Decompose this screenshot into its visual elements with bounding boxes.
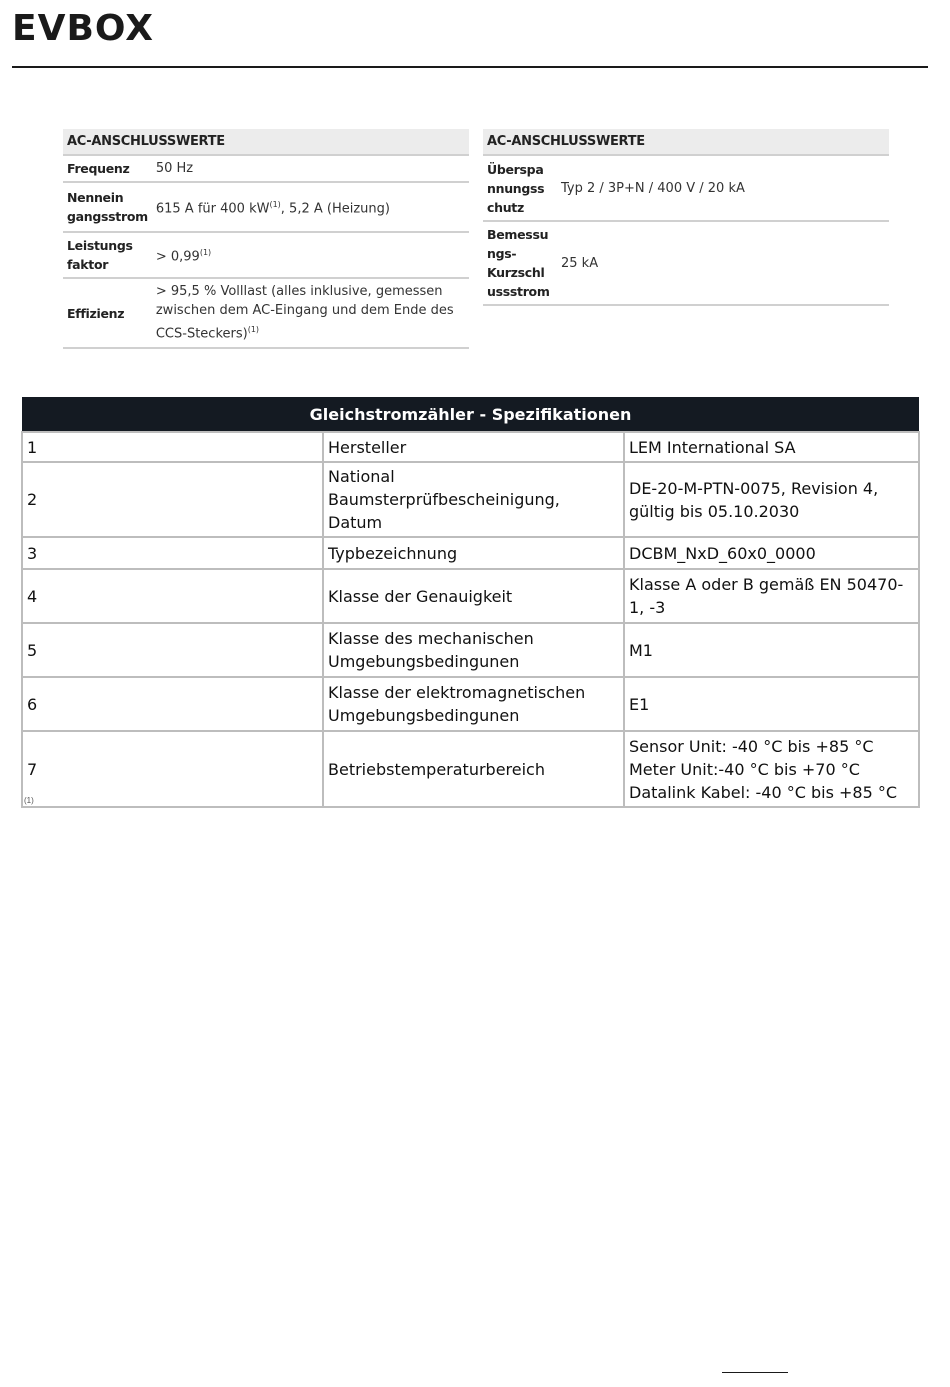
table-row [63, 278, 469, 348]
row-value: > $0,99^{(1)}$ [152, 232, 469, 278]
row-property: Klasse des mechanischen Umgebungsbedingunen [323, 623, 624, 677]
footnote-marker: (1) [24, 796, 34, 805]
footnote-ref: (1) [269, 200, 281, 210]
row-number: 7 [22, 731, 323, 807]
table-row [483, 155, 889, 221]
row-value: E1 [624, 677, 919, 731]
dc-meter-spec-table [21, 397, 920, 808]
table-row [22, 677, 919, 731]
footnote-ref: (1) [247, 325, 260, 335]
row-number: 2 [22, 462, 323, 537]
row-label: Nennein gangsstrom [63, 182, 152, 232]
row-label: Effizienz [63, 278, 152, 348]
row-property: Klasse der elektromagnetischen Umgebungsbedingunen [323, 677, 624, 731]
row-value: DCBM_NxD_60x0_0000 [624, 537, 919, 569]
row-value [624, 731, 919, 807]
row-label: Überspa nnungss chutz [483, 155, 557, 221]
row-property: Typbezeichnung [323, 537, 624, 569]
table-title: Gleichstromzähler - Spezifikationen [22, 397, 919, 432]
row-value: Klasse A oder B gemäß EN 50470-1, -3 [624, 569, 919, 623]
table-row [63, 182, 469, 232]
table-row [22, 432, 919, 462]
row-number: 6 [22, 677, 323, 731]
table-row [22, 731, 919, 807]
row-value: M1 [624, 623, 919, 677]
table-row [63, 232, 469, 278]
table-row [63, 155, 469, 182]
row-label: Leistungs faktor [63, 232, 152, 278]
value-line: Sensor Unit: -40 °C bis +85 °C [629, 736, 874, 756]
table-row [483, 221, 889, 305]
row-number: 4 [22, 569, 323, 623]
row-property: National Baumsterprüfbescheinigung, Datum [323, 462, 624, 537]
value-line: Meter Unit:-40 °C bis +70 °C [629, 759, 860, 779]
table-row [22, 569, 919, 623]
row-property: Hersteller [323, 432, 624, 462]
row-value: 615 A für 400 $kW^{(1)}$, 5,2 A (Heizung) [152, 182, 469, 232]
ac-connection-values-table-right [483, 129, 889, 306]
header-divider [12, 66, 928, 68]
table-row [22, 623, 919, 677]
row-property: Klasse der Genauigkeit [323, 569, 624, 623]
ac-connection-values-table-left [63, 129, 469, 349]
table-row [22, 537, 919, 569]
footer-divider [722, 1372, 788, 1373]
row-value: LEM International SA [624, 432, 919, 462]
row-value: > 95,5 % Volllast (alles inklusive, gemessen zwischen dem AC-Eingang und dem Ende des CCS-Steckers)$^{(1)}$ [152, 278, 469, 348]
value-line: Datalink Kabel: -40 °C bis +85 °C [629, 782, 898, 802]
evbox-logo: EVBOX [12, 8, 154, 49]
row-number: 5 [22, 623, 323, 677]
row-value: Typ 2 / 3P+N / 400 V / 20 kA [557, 155, 889, 221]
row-number: 1 [22, 432, 323, 462]
row-number: 3 [22, 537, 323, 569]
table-title: AC-ANSCHLUSSWERTE [63, 129, 469, 155]
row-value: 50 Hz [152, 155, 469, 182]
row-label: Frequenz [63, 155, 152, 182]
row-value: 25 kA [557, 221, 889, 305]
table-title: AC-ANSCHLUSSWERTE [483, 129, 889, 155]
row-value: DE-20-M-PTN-0075, Revision 4, gültig bis 05.10.2030 [624, 462, 919, 537]
table-row [22, 462, 919, 537]
row-label: Bemessu ngs- Kurzschl ussstrom [483, 221, 557, 305]
row-property: Betriebstemperaturbereich [323, 731, 624, 807]
footnote-ref: (1) [199, 248, 212, 258]
